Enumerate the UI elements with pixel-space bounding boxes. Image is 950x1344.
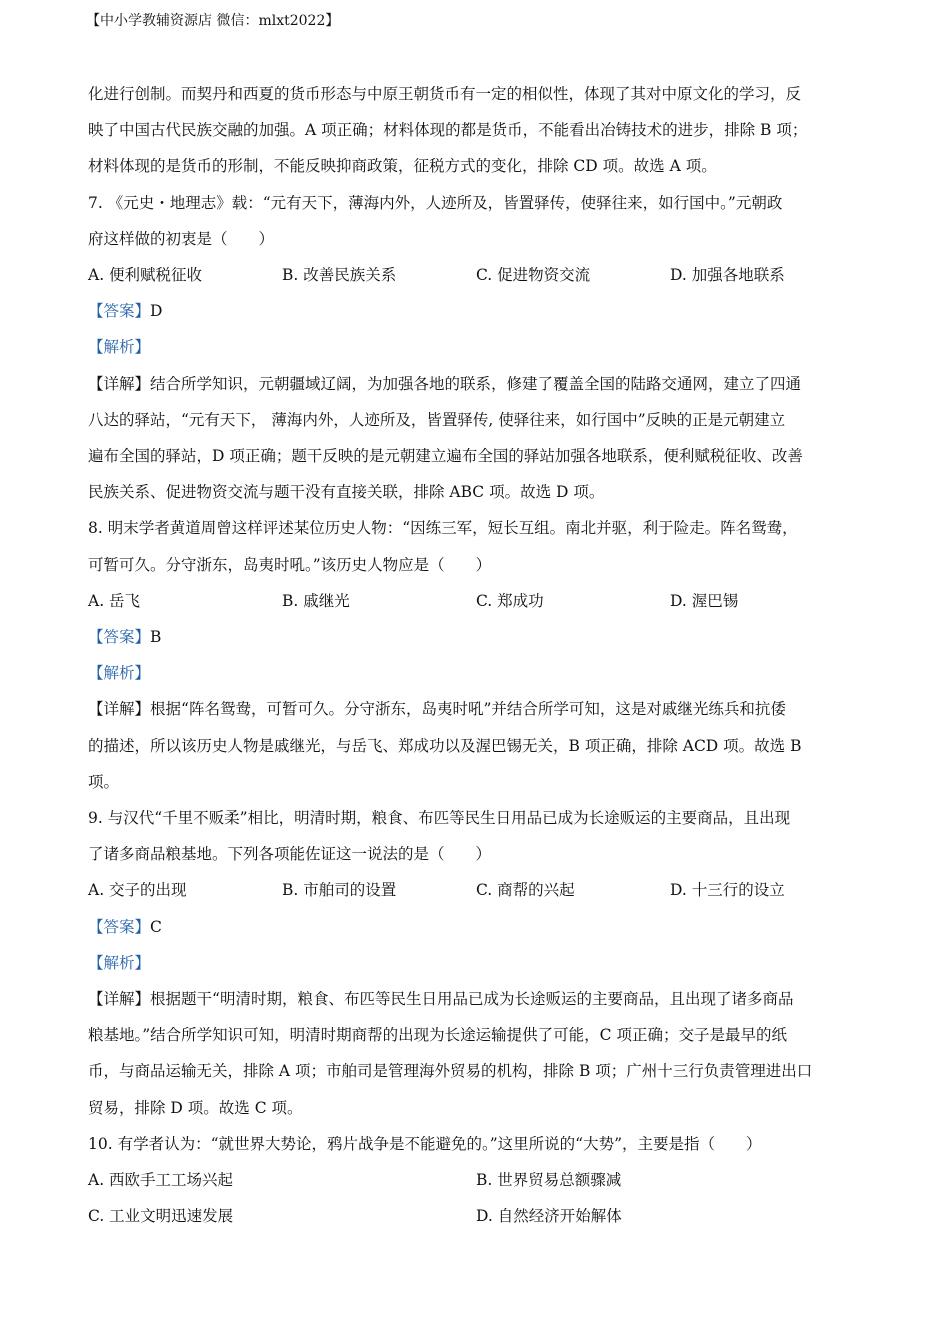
q9-detail-line: 贸易，排除 D 项。故选 C 项。 (88, 1098, 303, 1117)
q10-option-b: B. 世界贸易总额骤减 (476, 1171, 622, 1190)
q9-options (88, 872, 864, 908)
detail-label: 【详解】 (88, 700, 151, 719)
q8-answer (88, 619, 864, 655)
q8-detail-line (88, 691, 864, 727)
q8-option-d: D. 渥巴锡 (670, 591, 739, 610)
q7-detail-line: 遍布全国的驿站，D 项正确；题干反映的是元朝建立遍布全国的驿站加强各地联系，便利赋税征收、改善 (88, 447, 803, 466)
q9-detail-line: 粮基地。”结合所学知识可知，明清时期商帮的出现为长途运输提供了可能，C 项正确；交子是最早的纸 (88, 1026, 787, 1045)
detail-text: 根据题干“明清时期，粮食、布匹等民生日用品已成为长途贩运的主要商品，且出现了诸多商品 (150, 990, 794, 1009)
q9-option-b: B. 市舶司的设置 (282, 881, 397, 900)
answer-label: 【答案】 (88, 302, 151, 321)
q8-option-c: C. 郑成功 (476, 591, 544, 610)
q7-detail-line (88, 366, 864, 402)
detail-label: 【详解】 (88, 990, 151, 1009)
q9-answer (88, 909, 864, 945)
intro-line: 材料体现的是货币的形制，不能反映抑商政策，征税方式的变化，排除 CD 项。故选 A 项。 (88, 157, 717, 176)
q7-detail-line: 民族关系、促进物资交流与题干没有直接关联，排除 ABC 项。故选 D 项。 (88, 483, 605, 502)
q9-stem-line: 了诸多商品粮基地。下列各项能佐证这一说法的是（ ） (88, 845, 492, 864)
q8-option-b: B. 戚继光 (282, 591, 350, 610)
q7-option-d: D. 加强各地联系 (670, 266, 785, 285)
q10-options-row1 (88, 1162, 864, 1198)
intro-line: 化进行创制。而契丹和西夏的货币形态与中原王朝货币有一定的相似性，体现了其对中原文化的学习，反 (88, 85, 802, 103)
q7-option-a: A. 便利赋税征收 (88, 266, 203, 285)
q9-option-c: C. 商帮的兴起 (476, 881, 575, 900)
answer-label: 【答案】 (88, 628, 151, 647)
q9-analysis-label: 【解析】 (88, 953, 151, 972)
answer-value: C (150, 917, 162, 936)
q7-analysis-label: 【解析】 (88, 338, 151, 357)
q7-stem-line: 府这样做的初衷是（ ） (88, 229, 275, 248)
document-body (88, 76, 864, 1235)
q8-detail-line: 项。 (88, 772, 120, 791)
q8-option-a: A. 岳飞 (88, 591, 141, 610)
q7-stem-line: 7. 《元史・地理志》载：“元有天下，薄海内外，人迹所及，皆置驿传，使驿往来，如行国中。”元朝政 (88, 193, 783, 212)
q9-detail-line (88, 981, 864, 1017)
answer-value: D (150, 302, 163, 321)
q8-options (88, 583, 864, 619)
q10-option-c: C. 工业文明迅速发展 (88, 1207, 234, 1226)
q8-stem-line: 可暂可久。分守浙东，岛夷时吼。”该历史人物应是（ ） (88, 555, 492, 574)
q8-stem-line: 8. 明末学者黄道周曾这样评述某位历史人物：“因练三军，短长互组。南北并驱，利于险走。阵名鸳鸯， (88, 519, 798, 538)
intro-line: 映了中国古代民族交融的加强。A 项正确；材料体现的都是货币，不能看出冶铸技术的进步，排除 B 项； (88, 121, 808, 140)
page-header: 【中小学教辅资源店 微信：mlxt2022】 (86, 13, 340, 29)
detail-label: 【详解】 (88, 374, 151, 393)
q9-stem-line: 9. 与汉代“千里不贩柔”相比，明清时期，粮食、布匹等民生日用品已成为长途贩运的主要商品，且出现 (88, 809, 791, 828)
q7-detail-line: 八达的驿站，“元有天下， 薄海内外，人迹所及，皆置驿传, 使驿往来，如行国中”反映的正是元朝建立 (88, 410, 786, 429)
q7-options (88, 257, 864, 293)
q10-options-row2 (88, 1198, 864, 1234)
q7-option-c: C. 促进物资交流 (476, 266, 591, 285)
answer-value: B (150, 628, 162, 647)
q10-option-d: D. 自然经济开始解体 (476, 1207, 622, 1226)
detail-text: 结合所学知识，元朝疆域辽阔，为加强各地的联系，修建了覆盖全国的陆路交通网，建立了四通 (150, 374, 802, 393)
q7-answer (88, 293, 864, 329)
q9-option-a: A. 交子的出现 (88, 881, 187, 900)
q9-option-d: D. 十三行的设立 (670, 881, 785, 900)
q7-option-b: B. 改善民族关系 (282, 266, 397, 285)
q8-analysis-label: 【解析】 (88, 664, 151, 683)
q10-stem-line: 10. 有学者认为：“就世界大势论，鸦片战争是不能避免的。”这里所说的“大势”，主要是指（ ） (88, 1134, 762, 1153)
q10-option-a: A. 西欧手工工场兴起 (88, 1171, 234, 1190)
answer-label: 【答案】 (88, 917, 151, 936)
detail-text: 根据“阵名鸳鸯，可暂可久。分守浙东，岛夷时吼”并结合所学可知，这是对戚继光练兵和抗倭 (150, 700, 786, 719)
q8-detail-line: 的描述，所以该历史人物是戚继光，与岳飞、郑成功以及渥巴锡无关，B 项正确，排除 ACD 项。故选 B (88, 736, 802, 755)
q9-detail-line: 币，与商品运输无关，排除 A 项；市舶司是管理海外贸易的机构，排除 B 项；广州十三行负责管理进出口 (88, 1062, 813, 1081)
